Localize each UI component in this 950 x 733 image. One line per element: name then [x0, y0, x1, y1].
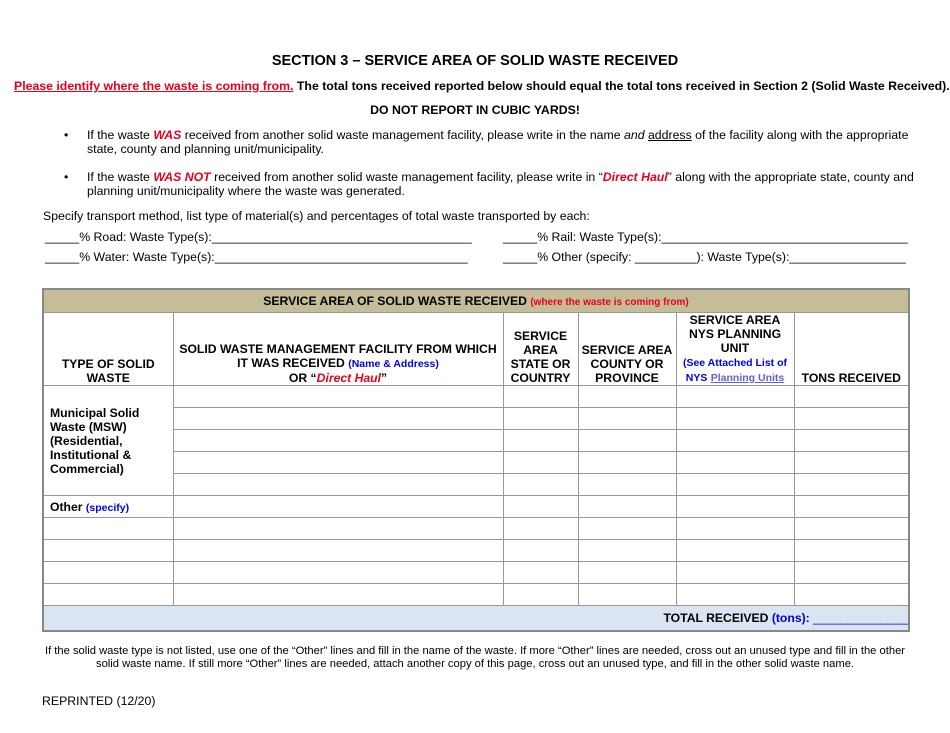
table-cell[interactable] — [794, 408, 909, 430]
text: of the facility along with the appropriate state, county and planning unit/municipality. — [87, 128, 909, 156]
table-cell[interactable] — [173, 584, 503, 606]
table-cell[interactable] — [173, 540, 503, 562]
road-transport-line[interactable]: _____% Road: Waste Type(s):______________________________________ — [45, 230, 472, 244]
reprinted-date: REPRINTED (12/20) — [42, 694, 156, 708]
nys-header-text: SERVICE AREA NYS PLANNING UNIT — [688, 313, 782, 355]
table-row — [43, 430, 909, 452]
transport-instruction: Specify transport method, list type of material(s) and percentages of total waste transported by each: — [43, 209, 590, 223]
table-cell[interactable] — [503, 386, 578, 408]
table-cell[interactable] — [503, 518, 578, 540]
table-cell[interactable] — [676, 584, 794, 606]
table-cell[interactable] — [794, 452, 909, 474]
text: ” along with the appropriate state, county and planning unit/municipality where the waste was generated. — [87, 170, 914, 198]
bullet-was-not-text — [87, 170, 927, 198]
table-cell[interactable] — [43, 584, 173, 606]
total-unit: (tons): — [771, 611, 810, 625]
emphasis-direct-haul: Direct Haul — [602, 170, 668, 184]
page-title: SECTION 3 – SERVICE AREA OF SOLID WASTE RECEIVED — [271, 53, 679, 69]
text: If the waste — [87, 170, 154, 184]
other-specify-note: (specify) — [85, 501, 130, 514]
col-facility — [173, 313, 503, 386]
water-transport-line[interactable]: _____% Water: Waste Type(s):_____________________________________ — [45, 250, 468, 264]
emphasis-and: and — [624, 128, 645, 142]
table-cell[interactable] — [794, 474, 909, 496]
table-cell[interactable] — [794, 386, 909, 408]
table-row — [43, 386, 909, 408]
table-cell[interactable] — [794, 518, 909, 540]
column-header-row — [43, 313, 909, 386]
table-cell[interactable] — [578, 518, 676, 540]
col-nys-planning-unit — [676, 313, 794, 386]
col-county-or-province: SERVICE AREA COUNTY OR PROVINCE — [578, 313, 676, 386]
facility-quote-close: ” — [381, 371, 388, 385]
table-cell[interactable] — [578, 386, 676, 408]
table-cell[interactable] — [43, 562, 173, 584]
emphasis-was: WAS — [153, 128, 182, 142]
table-cell[interactable] — [503, 584, 578, 606]
col-type-of-solid-waste: TYPE OF SOLID WASTE — [43, 313, 173, 386]
bullet-dot-icon: • — [64, 170, 69, 184]
rail-transport-line[interactable]: _____% Rail: Waste Type(s):____________________________________ — [503, 230, 908, 244]
table-cell[interactable] — [503, 474, 578, 496]
other-transport-line[interactable]: _____% Other (specify: _________): Waste Type(s):_________________ — [503, 250, 906, 264]
table-cell[interactable] — [676, 496, 794, 518]
table-band-row — [43, 289, 909, 313]
table-cell[interactable] — [578, 430, 676, 452]
band-title: SERVICE AREA OF SOLID WASTE RECEIVED — [263, 294, 527, 308]
table-cell[interactable] — [794, 562, 909, 584]
emphasis-address: address — [647, 128, 692, 142]
table-band — [43, 289, 909, 313]
facility-header-note: (Name & Address) — [348, 358, 439, 370]
band-note: (where the waste is coming from) — [530, 297, 689, 308]
footnote: If the solid waste type is not listed, use one of the “Other” lines and fill in the name of the waste. If more “Other” lines are needed, cross out an unused type and fill in the other solid waste name. If still more “Other” lines are needed, attach another copy of this page, cross out an unused type, and fill in the other solid waste name. — [44, 645, 906, 670]
table-cell[interactable] — [503, 408, 578, 430]
table-cell[interactable] — [676, 474, 794, 496]
table-cell[interactable] — [43, 518, 173, 540]
table-cell[interactable] — [676, 518, 794, 540]
table-cell[interactable] — [578, 496, 676, 518]
facility-direct-haul: Direct Haul — [316, 371, 381, 385]
table-cell[interactable] — [794, 430, 909, 452]
no-cubic-yards-notice: DO NOT REPORT IN CUBIC YARDS! — [370, 103, 580, 117]
table-cell[interactable] — [173, 474, 503, 496]
total-received — [43, 606, 909, 632]
table-cell[interactable] — [676, 430, 794, 452]
identify-rest: The total tons received reported below should equal the total tons received in Section 2 (Solid Waste Received). — [293, 79, 950, 93]
table-cell[interactable] — [578, 584, 676, 606]
table-cell[interactable] — [676, 540, 794, 562]
emphasis-was-not: WAS NOT — [153, 170, 211, 184]
table-row — [43, 518, 909, 540]
table-cell[interactable] — [503, 452, 578, 474]
planning-units-link[interactable]: Planning Units — [710, 372, 785, 384]
table-row — [43, 584, 909, 606]
total-input[interactable]: ______________ — [813, 611, 909, 625]
table-cell[interactable] — [676, 408, 794, 430]
table-cell[interactable] — [676, 386, 794, 408]
table-cell[interactable] — [503, 430, 578, 452]
table-cell[interactable] — [173, 518, 503, 540]
text: received from another solid waste management facility, please write in the name — [181, 128, 625, 142]
bullet-was-text — [87, 128, 927, 156]
table-row — [43, 496, 909, 518]
table-cell[interactable] — [578, 408, 676, 430]
table-cell[interactable] — [173, 386, 503, 408]
table-cell[interactable] — [794, 496, 909, 518]
service-area-table — [42, 288, 910, 632]
table-row — [43, 452, 909, 474]
table-cell[interactable] — [173, 562, 503, 584]
table-cell[interactable] — [578, 540, 676, 562]
nys-header-note: (See Attached List of NYS — [682, 357, 788, 384]
msw-label: Municipal Solid Waste (MSW) (Residential, Institutional & Commercial) — [43, 386, 173, 496]
table-cell[interactable] — [173, 408, 503, 430]
facility-or: OR “ — [288, 371, 317, 385]
table-row — [43, 408, 909, 430]
table-cell[interactable] — [43, 540, 173, 562]
table-row — [43, 474, 909, 496]
text: If the waste — [87, 128, 154, 142]
identify-instruction — [14, 79, 950, 93]
table-cell[interactable] — [578, 562, 676, 584]
table-cell[interactable] — [173, 430, 503, 452]
table-cell[interactable] — [578, 452, 676, 474]
text: received from another solid waste management facility, please write in “ — [210, 170, 603, 184]
table-cell[interactable] — [676, 452, 794, 474]
table-cell[interactable] — [794, 540, 909, 562]
table-cell[interactable] — [503, 540, 578, 562]
table-cell[interactable] — [578, 474, 676, 496]
table-cell[interactable] — [173, 496, 503, 518]
col-state-or-country: SERVICE AREA STATE OR COUNTRY — [503, 313, 578, 386]
table-cell[interactable] — [173, 452, 503, 474]
bullet-dot-icon: • — [64, 128, 69, 142]
table-row — [43, 562, 909, 584]
other-label — [43, 496, 173, 518]
col-tons-received: TONS RECEIVED — [794, 313, 909, 386]
table-row — [43, 540, 909, 562]
facility-header-text: SOLID WASTE MANAGEMENT FACILITY FROM WHICH IT WAS RECEIVED — [179, 342, 497, 370]
identify-warning: Please identify where the waste is coming from. — [14, 79, 294, 93]
total-row — [43, 606, 909, 632]
table-cell[interactable] — [676, 562, 794, 584]
table-cell[interactable] — [794, 584, 909, 606]
total-label: TOTAL RECEIVED — [663, 611, 769, 625]
table-cell[interactable] — [503, 496, 578, 518]
table-cell[interactable] — [503, 562, 578, 584]
other-label-text: Other — [50, 499, 83, 514]
